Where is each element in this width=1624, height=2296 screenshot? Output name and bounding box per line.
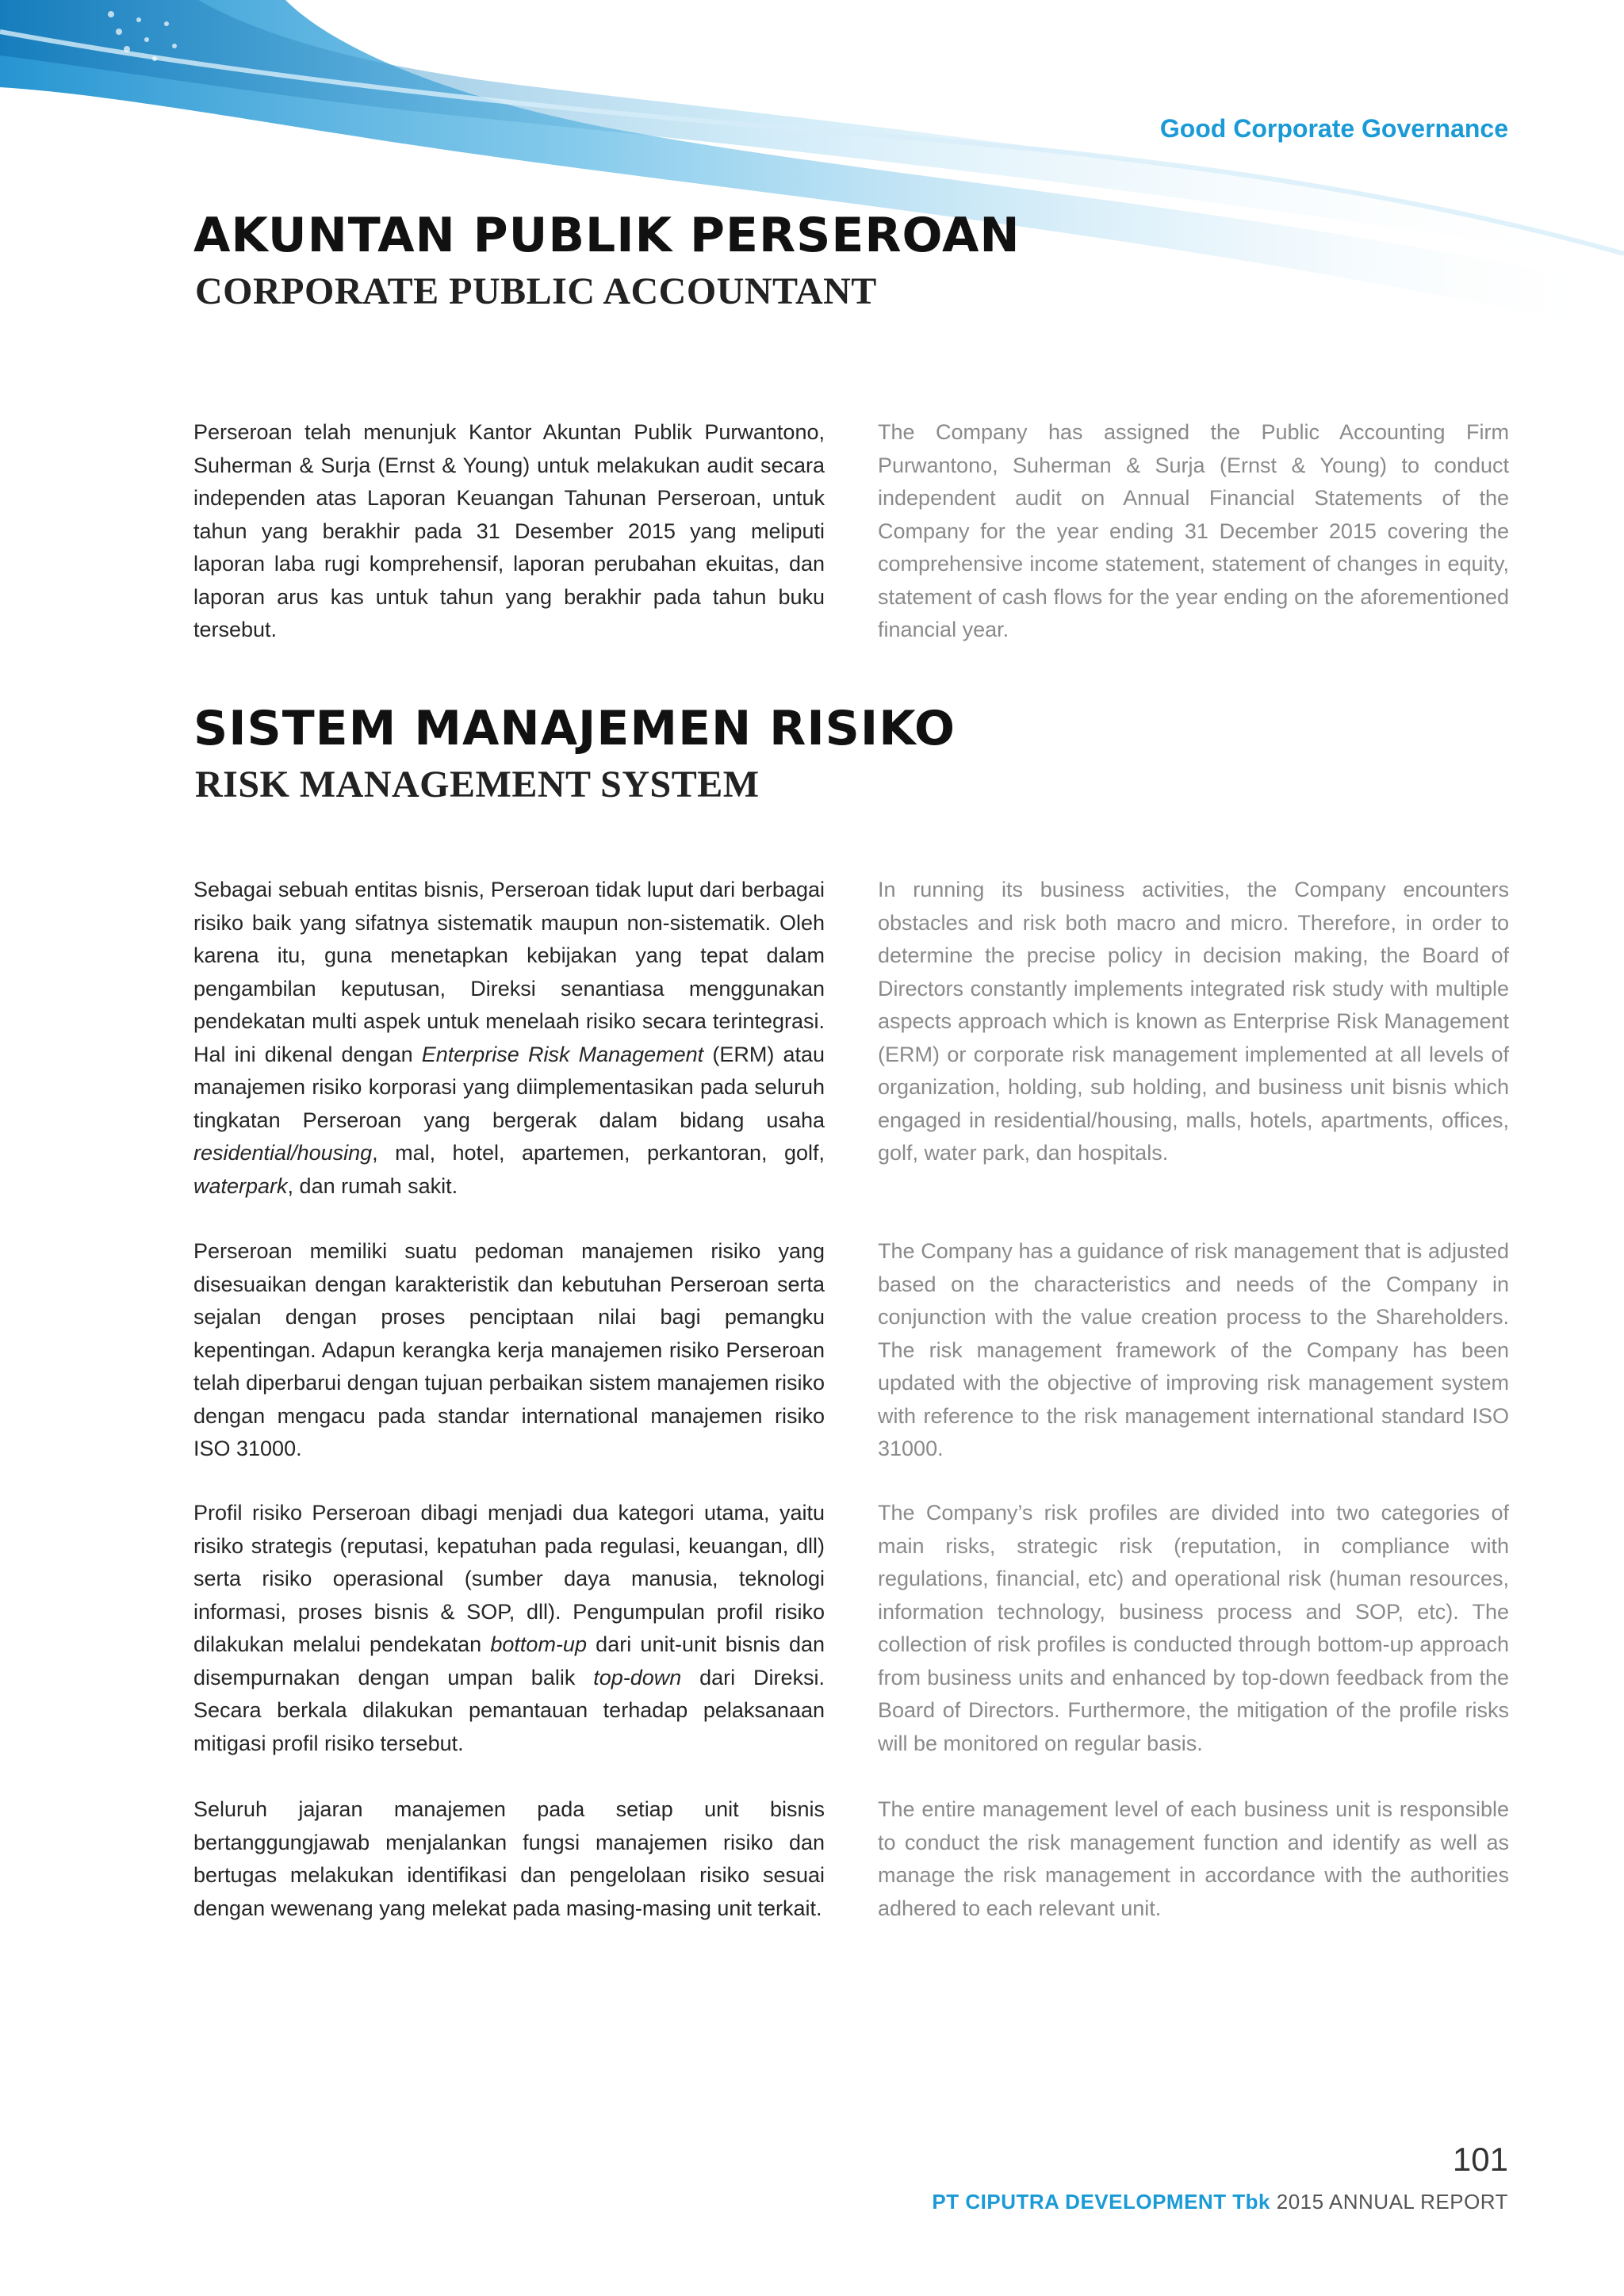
paragraph-en: In running its business activities, the Company encounters obstacles and risk both macro and micro. Therefore, in order to determine the precise policy in decision making, the Board of Directors constantly implements integrated risk study with multiple aspects approach which is known as Enterprise Risk Management (ERM) or corporate risk management implemented at all levels of organization, holding, sub holding, and business unit bisnis which engaged in residential/housing, malls, hotels, apartments, offices, golf, water park, dan hospitals. [878, 878, 1509, 1165]
section-title-id: SISTEM MANAJEMEN RISIKO [193, 701, 956, 756]
paragraph-id: Sebagai sebuah entitas bisnis, Perseroan tidak luput dari berbagai risiko baik yang sifatnya sistematik maupun non-sistematik. Oleh karena itu, guna menetapkan kebijakan yang tepat dalam pengambilan keputusan, Direksi senantiasa menggunakan pendekatan multi aspek untuk menelaah risiko secara terintegrasi. Hal ini dikenal dengan Enterprise Risk Management (ERM) atau manajemen risiko korporasi yang diimplementasikan pada seluruh tingkatan Perseroan yang bergerak dalam bidang usaha residential/housing, mal, hotel, apartemen, perkantoran, golf, waterpark, dan rumah sakit. [193, 878, 825, 1198]
footer-company: PT CIPUTRA DEVELOPMENT Tbk [932, 2190, 1271, 2214]
paragraph-id: Profil risiko Perseroan dibagi menjadi dua kategori utama, yaitu risiko strategis (reputasi, kepatuhan pada regulasi, keuangan, dll) serta risiko operasional (sumber daya manusia, teknologi informasi, proses bisnis & SOP, dll). Pengumpulan profil risiko dilakukan melalui pendekatan bottom-up dari unit-unit bisnis dan disempurnakan dengan umpan balik top-down dari Direksi. Secara berkala dilakukan pemantauan terhadap pelaksanaan mitigasi profil risiko tersebut. [193, 1501, 825, 1755]
paragraph-id: Perseroan memiliki suatu pedoman manajemen risiko yang disesuaikan dengan karakteristik dan kebutuhan Perseroan serta sejalan dengan proses penciptaan nilai bagi pemangku kepentingan. Adapun kerangka kerja manajemen risiko Perseroan telah diperbarui dengan tujuan perbaikan sistem manajemen risiko dengan mengacu pada standar international manajemen risiko ISO 31000. [193, 1239, 825, 1460]
section-title-en: CORPORATE PUBLIC ACCOUNTANT [195, 270, 877, 312]
paragraph-id: Seluruh jajaran manajemen pada setiap unit bisnis bertanggungjawab menjalankan fungsi manajemen risiko dan bertugas melakukan identifikasi dan pengelolaan risiko sesuai dengan wewenang yang melekat pada masing-masing unit terkait. [193, 1797, 825, 1920]
paragraph-en: The Company’s risk profiles are divided into two categories of main risks, strategic risk (reputation, in compliance with regulations, financial, etc) and operational risk (human resources, information technology, business process and SOP, etc). The collection of risk profiles is conducted through bottom-up approach from business units and enhanced by top-down feedback from the Board of Directors. Furthermore, the mitigation of the profile risks will be monitored on regular basis. [878, 1501, 1509, 1755]
paragraph-en: The Company has assigned the Public Accounting Firm Purwantono, Suherman & Surja (Ernst & Young) to conduct independent audit on Annual Financial Statements of the Company for the year ending 31 December 2015 covering the comprehensive income statement, statement of changes in equity, statement of cash flows for the year ending on the aforementioned financial year. [878, 420, 1509, 641]
paragraph-en: The Company has a guidance of risk management that is adjusted based on the characteristics and needs of the Company in conjunction with the value creation process to the Shareholders. The risk management framework of the Company has been updated with the objective of improving risk management system with reference to the risk management international standard ISO 31000. [878, 1239, 1509, 1460]
section-title-en: RISK MANAGEMENT SYSTEM [195, 763, 760, 806]
page-number: 101 [1452, 2141, 1508, 2178]
paragraph-id: Perseroan telah menunjuk Kantor Akuntan Publik Purwantono, Suherman & Surja (Ernst & Young) untuk melakukan audit secara independen atas Laporan Keuangan Tahunan Perseroan, untuk tahun yang berakhir pada 31 Desember 2015 yang meliputi laporan laba rugi komprehensif, laporan perubahan ekuitas, dan laporan arus kas untuk tahun yang berakhir pada tahun buku tersebut. [193, 420, 825, 641]
section-title-id: AKUNTAN PUBLIK PERSEROAN [193, 208, 1021, 263]
section-label: Good Corporate Governance [1159, 114, 1508, 143]
footer-report-label [932, 2190, 1508, 2214]
footer-report: 2015 ANNUAL REPORT [1276, 2190, 1508, 2214]
paragraph-en: The entire management level of each business unit is responsible to conduct the risk management function and identify as well as manage the risk management in accordance with the authorities adhered to each relevant unit. [878, 1797, 1509, 1920]
